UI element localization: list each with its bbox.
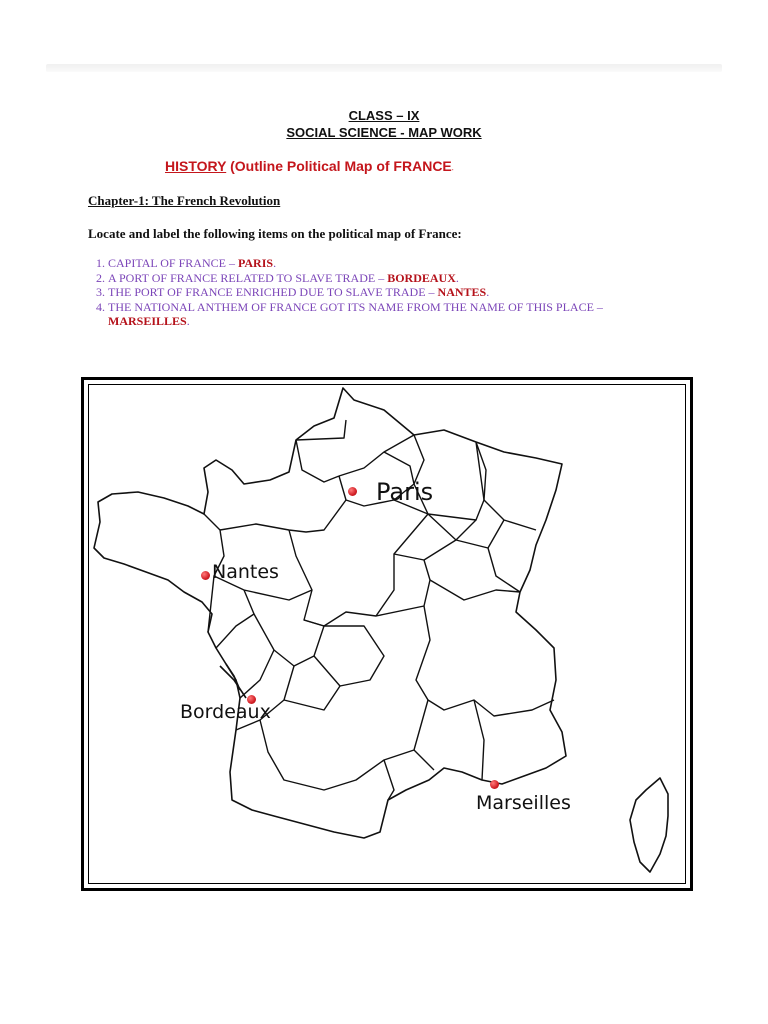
marseilles-label: Marseilles [476, 792, 571, 814]
bordeaux-label: Bordeaux [180, 701, 271, 723]
region-border-provence [474, 700, 484, 780]
region-border-aquitaine [236, 650, 294, 730]
gironde-estuary [220, 664, 246, 698]
nantes-label: Nantes [212, 561, 279, 583]
region-border-poitou [214, 576, 312, 648]
item-end: . [273, 256, 277, 270]
subject-title: SOCIAL SCIENCE - MAP WORK [286, 125, 482, 140]
item-text: THE NATIONAL ANTHEM OF FRANCE GOT ITS NAME FROM THE NAME OF THIS PLACE – [108, 299, 603, 314]
mainland-outline [94, 388, 566, 838]
region-border-champagne [414, 435, 484, 520]
item-text: CAPITAL OF FRANCE – [108, 256, 238, 270]
region-border-brittany [204, 514, 224, 632]
france-outline-map [84, 380, 690, 888]
region-border-languedoc [384, 750, 434, 800]
item-answer: BORDEAUX [387, 270, 456, 285]
task-list [88, 256, 668, 329]
history-subtitle: (Outline Political Map of FRANCE [226, 158, 452, 174]
instruction-text: Locate and label the following items on the political map of France: [88, 226, 462, 241]
region-border-rhone-alpes [416, 580, 554, 716]
region-border-north [296, 420, 346, 440]
item-text: THE PORT OF FRANCE ENRICHED DUE TO SLAVE TRADE – [108, 285, 438, 299]
paris-dot [348, 487, 357, 496]
item-number: 4. [96, 299, 105, 314]
region-border-idf [339, 452, 414, 506]
region-border-centre [289, 500, 428, 626]
list-item [88, 256, 668, 271]
list-item [88, 271, 668, 286]
history-heading [165, 158, 453, 174]
item-number: 2. [96, 270, 105, 285]
nantes-dot [201, 571, 210, 580]
region-border-lorraine [476, 442, 536, 530]
region-border-auvergne [314, 560, 430, 686]
region-border-idf-north [339, 435, 414, 476]
item-answer: NANTES [437, 285, 487, 299]
paris-label: Paris [376, 478, 434, 506]
list-item [88, 300, 668, 329]
item-number: 3. [96, 285, 105, 299]
region-border-franche-comte [488, 548, 520, 592]
item-text: A PORT OF FRANCE RELATED TO SLAVE TRADE – [108, 270, 388, 285]
bordeaux-dot [247, 695, 256, 704]
item-end: . [455, 270, 459, 285]
chapter-title: Chapter-1: The French Revolution [88, 193, 281, 208]
item-answer: PARIS [237, 256, 274, 270]
item-answer: MARSEILLES [108, 314, 187, 328]
item-end: . [186, 314, 190, 328]
corsica-outline [630, 778, 668, 872]
region-border-pays-loire [220, 500, 346, 532]
region-border-midi-pyrenees [260, 686, 428, 790]
marseilles-dot [490, 780, 499, 789]
top-shadow-band [46, 64, 722, 72]
list-item [88, 285, 668, 300]
history-word: HISTORY [165, 158, 227, 174]
region-border-normandy-east [296, 440, 339, 482]
history-tiny-mark: - [451, 167, 454, 173]
item-number: 1. [96, 256, 105, 270]
item-end: . [486, 285, 490, 299]
region-border-limousin [254, 614, 324, 666]
region-border-burgundy [394, 514, 504, 560]
france-map [81, 377, 693, 891]
class-title: CLASS – IX [348, 108, 420, 123]
